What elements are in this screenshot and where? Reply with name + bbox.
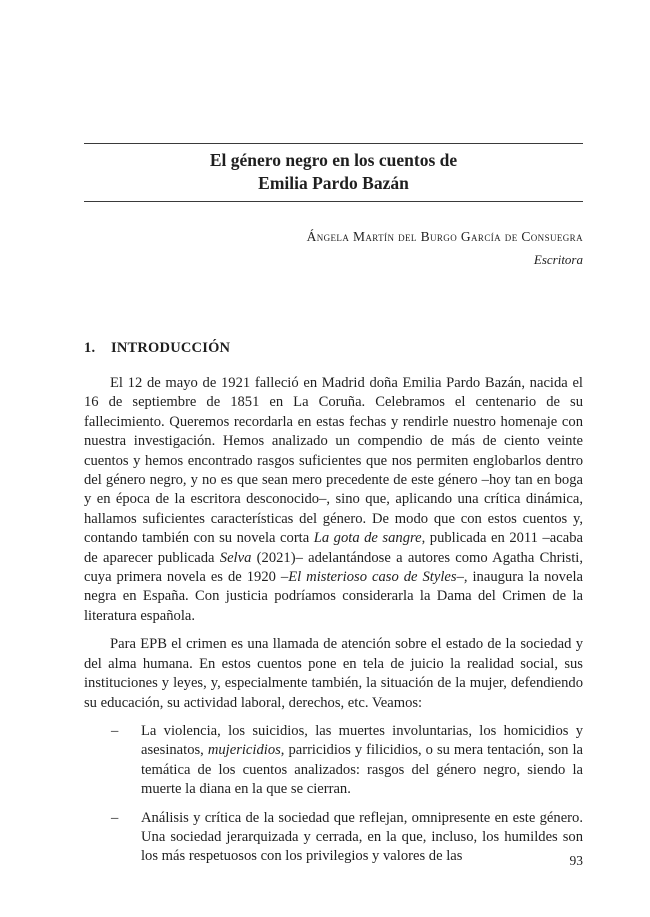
paragraph-text: , publicada en 2011 –acaba de aparecer publicada xyxy=(84,530,583,566)
list-item xyxy=(84,722,583,800)
section-title: INTRODUCCIÓN xyxy=(111,340,231,356)
dash-bullet: – xyxy=(111,809,119,826)
list-item xyxy=(84,809,583,867)
author-name: Ángela Martín del Burgo García de Consuegra xyxy=(306,229,583,244)
title-bottom-rule xyxy=(84,201,583,202)
italic-title: La gota de sangre xyxy=(313,530,422,547)
article-title xyxy=(84,149,583,195)
list-item-text: La violencia, los suicidios, las muertes involuntarias, los homicidios y asesinatos, xyxy=(141,722,583,759)
article-title-line-1: El género negro en los cuentos de xyxy=(209,150,458,170)
italic-title: Selva xyxy=(219,549,252,566)
page-number: 93 xyxy=(569,853,583,868)
body-paragraph xyxy=(84,374,583,626)
section-number: 1. xyxy=(84,340,96,356)
dash-bullet: – xyxy=(111,722,119,739)
paragraph-text: (2021)– adelantándose a autores como Agatha Christi, cuya primera novela es de 1920 – xyxy=(84,549,583,586)
bullet-list xyxy=(84,722,583,867)
author-affiliation: Escritora xyxy=(533,252,583,267)
paragraph-text: El 12 de mayo de 1921 falleció en Madrid doña Emilia Pardo Bazán, nacida el 16 de septiembre de 1851 en La Coruña. Celebramos el centenario de su fallecimiento. Queremos recordarla en estas fechas y rendirle nuestro homenaje con nuestra investigación. Hemos analizado un compendio de más de ciento veinte cuentos y hemos encontrado rasgos suficientes que nos permiten englobarlos dentro del género negro, y no es que sean mero precedente de este género –hoy tan en boga y en época de la escritora desconocido–, sino que, aplicando una crítica dinámica, hallamos suficientes características del género. De modo que con estos cuentos y, contando también con su novela corta xyxy=(84,375,583,547)
section-heading xyxy=(84,340,230,357)
list-item-text: , parricidios y filicidios, o su mera tentación, son la temática de los cuentos analizados: rasgos del género negro, siendo la muerte la diana en la que se cierran. xyxy=(141,742,583,798)
article-body xyxy=(84,374,583,876)
italic-term: mujericidios xyxy=(207,742,281,759)
list-item-text: Análisis y crítica de la sociedad que reflejan, omnipresente en este género. Una sociedad jerarquizada y cerrada, en la que, incluso, los humildes son los más respetuosos con los privilegios y valores de las xyxy=(141,809,583,865)
body-paragraph: Para EPB el crimen es una llamada de atención sobre el estado de la sociedad y del alma humana. En estos cuentos pone en tela de juicio la realidad social, sus instituciones y leyes, y, especialmente también, la situación de la mujer, defendiendo su educación, su actividad laboral, derechos, etc. Veamos: xyxy=(84,636,583,711)
article-title-line-2: Emilia Pardo Bazán xyxy=(258,173,409,193)
title-top-rule xyxy=(84,143,583,144)
italic-title: El misterioso caso de Styles xyxy=(288,569,457,586)
paragraph-text: –, inaugura la novela negra en España. Con justicia podríamos considerarla la Dama del Crimen de la literatura española. xyxy=(84,569,583,624)
